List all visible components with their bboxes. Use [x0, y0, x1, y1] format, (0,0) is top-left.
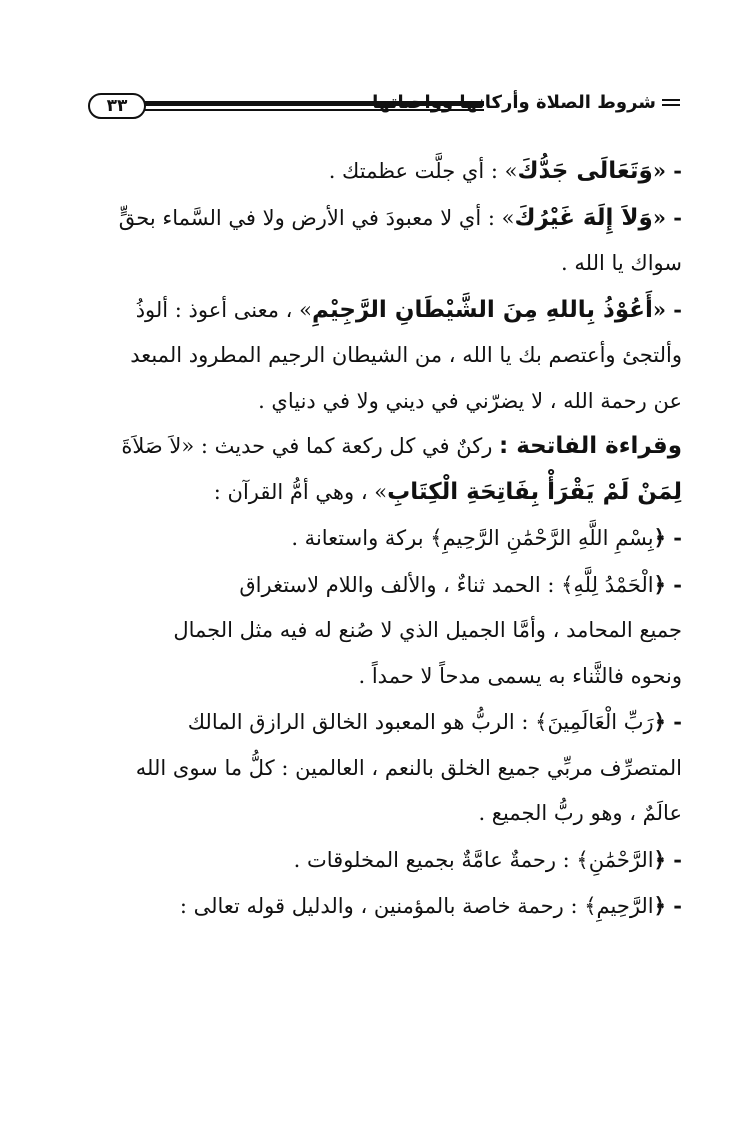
paragraph — [84, 562, 682, 700]
paragraph — [84, 515, 682, 562]
line-text: جميع المحامد ، وأمَّا الجميل الذي لا صُنع له فيه مثل الجمال — [173, 618, 682, 642]
line-text: ركنٌ في كل ركعة كما في حديث : «لاَ صَلاَةَ — [121, 434, 500, 458]
quran-phrase: الرَّحْمَٰنِ — [588, 847, 654, 872]
bullet-marker: - « — [652, 204, 682, 230]
line-text: » ، معنى أعوذ : ألوذُ — [135, 297, 312, 322]
text-line — [84, 424, 682, 470]
text-line — [84, 287, 682, 334]
paragraph — [84, 195, 682, 287]
bold-term: وَتَعَالَى جَدُّكَ — [517, 158, 653, 184]
running-header — [88, 90, 680, 124]
paragraph — [84, 699, 682, 837]
line-text: ونحوه فالثَّناء به يسمى مدحاً لا حمداً . — [358, 663, 682, 688]
quran-phrase: الرَّحِيمِ — [596, 894, 654, 918]
line-text: المتصرِّف مربِّي جميع الخلق بالنعم ، العالمين : كلُّ ما سوى الله — [135, 755, 682, 780]
text-line — [84, 195, 682, 242]
bold-term: أَعُوْذُ بِاللهِ مِنَ الشَّيْطَانِ الرَّجِيْمِ — [311, 296, 653, 323]
line-text: » : أي لا معبودَ في الأرض ولا في السَّماء بحقٍّ — [118, 205, 515, 230]
page-number: ٣٣ — [88, 93, 146, 119]
text-line — [84, 241, 682, 287]
line-text: عالَمٌ ، وهو ربُّ الجميع . — [478, 801, 682, 825]
bullet-marker: - ﴿ — [653, 571, 682, 597]
paragraph — [84, 837, 682, 884]
paragraph — [84, 883, 682, 930]
paragraph — [84, 424, 682, 515]
chapter-title: شروط الصلاة وأركانها وواجباتها — [372, 92, 656, 113]
bold-term: لِمَنْ لَمْ يَقْرَأْ بِفَاتِحَةِ الْكِتَابِ — [387, 478, 682, 505]
text-line — [84, 837, 682, 884]
line-text: سواك يا الله . — [561, 251, 682, 275]
line-text: » ، وهي أمُّ القرآن : — [213, 479, 388, 504]
text-line — [84, 608, 682, 654]
quran-phrase: رَبِّ الْعَالَمِينَ — [547, 710, 654, 734]
line-text: ﴾ بركة واستعانة . — [291, 526, 443, 550]
line-text: وألتجئ وأعتصم بك يا الله ، من الشيطان الرجيم المطرود المبعد — [130, 343, 682, 367]
header-ornament-icon — [662, 99, 680, 109]
bullet-marker: - ﴿ — [653, 846, 682, 872]
text-line — [84, 515, 682, 562]
text-line — [84, 883, 682, 930]
bullet-marker: - ﴿ — [653, 525, 682, 550]
line-text: ﴾ : الحمد ثناءٌ ، والألف واللام لاستغراق — [239, 572, 574, 597]
line-text: عن رحمة الله ، لا يضرّني في ديني ولا في دنياي . — [258, 388, 682, 413]
text-line — [84, 562, 682, 609]
line-text: ﴾ : الربُّ هو المعبود الخالق الرازق المالك — [187, 710, 548, 734]
main-text — [84, 148, 682, 930]
text-line — [84, 699, 682, 746]
text-line — [84, 333, 682, 379]
paragraph — [84, 287, 682, 425]
text-line — [84, 791, 682, 837]
paragraph — [84, 148, 682, 195]
bullet-marker: - ﴿ — [653, 709, 682, 734]
quran-phrase: الْحَمْدُ لِلَّهِ — [573, 572, 654, 597]
text-line — [84, 470, 682, 516]
bullet-marker: - « — [652, 158, 682, 183]
line-text: » : أي جلَّت عظمتك . — [328, 159, 518, 183]
bold-term: وقراءة الفاتحة : — [499, 433, 682, 459]
text-line — [84, 654, 682, 700]
line-text: ﴾ : رحمةٌ عامَّةٌ بجميع المخلوقات . — [293, 847, 589, 872]
bullet-marker: - « — [652, 296, 682, 322]
text-line — [84, 746, 682, 792]
text-line — [84, 148, 682, 195]
line-text: ﴾ : رحمة خاصة بالمؤمنين ، والدليل قوله تعالى : — [179, 894, 597, 918]
text-line — [84, 379, 682, 425]
bold-term: وَلاَ إِلَهَ غَيْرُكَ — [514, 204, 653, 231]
bullet-marker: - ﴿ — [653, 893, 682, 918]
quran-phrase: بِسْمِ اللَّهِ الرَّحْمَٰنِ الرَّحِيمِ — [442, 526, 654, 550]
